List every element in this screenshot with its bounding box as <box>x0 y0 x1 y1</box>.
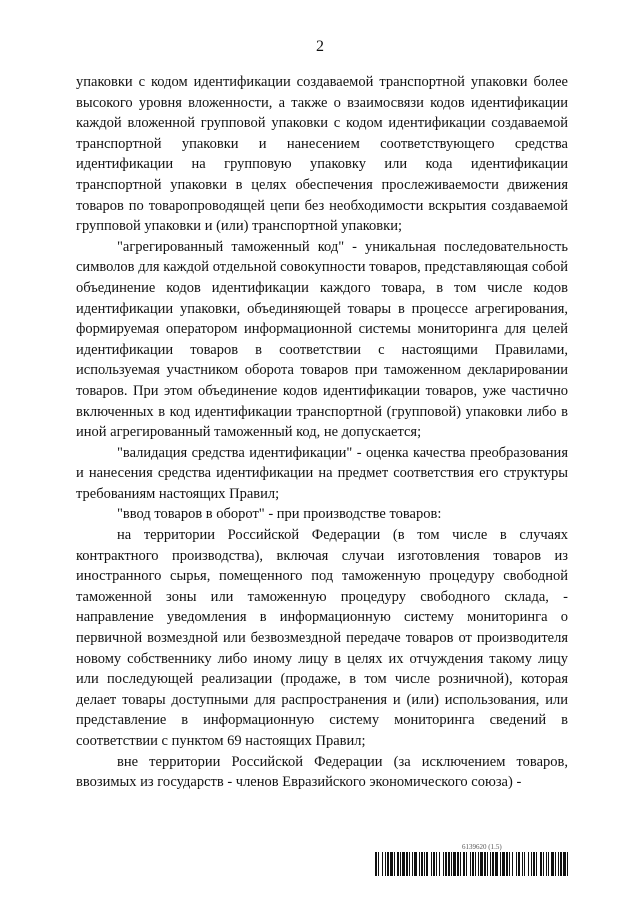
paragraph: "агрегированный таможенный код" - уникальная последовательность символов для каждой отдельной совокупности товаров, представляющая собой объединение кодов идентификации каждого товара, в том числе кодов идентификации упаковки, объединяющей товары в процессе агрегирования, формируемая оператором информационной системы мониторинга для целей идентификации товаров в соответствии с настоящими Правилами, используемая участником оборота товаров при таможенном декларировании товаров. При этом объединение кодов идентификации товаров, уже частично включенных в код идентификации транспортной (групповой) упаковки либо в иной агрегированный таможенный код, не допускается; <box>76 238 568 441</box>
paragraph: "ввод товаров в оборот" - при производстве товаров: <box>117 506 442 523</box>
barcode-icon <box>375 852 569 876</box>
document-code: 6139620 (1.5) <box>462 843 502 851</box>
paragraph: "валидация средства идентификации" - оценка качества преобразования и нанесения средства идентификации на предмет соответствия его структуры требованиям настоящих Правил; <box>76 444 568 502</box>
page-number: 2 <box>316 38 324 55</box>
paragraph: упаковки с кодом идентификации создаваемой транспортной упаковки более высокого уровня вложенности, а также о взаимосвязи кодов идентификации каждой вложенной групповой упаковки с кодом идентификации создаваемой транспортной упаковки и нанесением соответствующего средства идентификации на групповую упаковку или кода идентификации транспортной упаковки в целях обеспечения прослеживаемости движения товаров по товаропроводящей цепи без необходимости вскрытия создаваемой групповой упаковки и (или) транспортной упаковки; <box>76 74 568 235</box>
document-body <box>76 72 568 793</box>
paragraph: вне территории Российской Федерации (за исключением товаров, ввозимых из государств - членов Евразийского экономического союза) - <box>76 753 568 791</box>
paragraph: на территории Российской Федерации (в том числе в случаях контрактного производства), включая случаи изготовления товаров из иностранного сырья, помещенного под таможенную процедуру свободной таможенной зоны или таможенную процедуру свободного склада, - направление уведомления в информационную систему мониторинга о первичной возмездной или безвозмездной передаче товаров от производителя новому собственнику либо иному лицу в целях их отчуждения такому лицу или последующей реализации (продаже, в том числе розничной), которая делает товары доступными для распространения и (или) использования, или представление в информационную систему мониторинга сведений в соответствии с пунктом 69 настоящих Правил; <box>76 527 568 749</box>
